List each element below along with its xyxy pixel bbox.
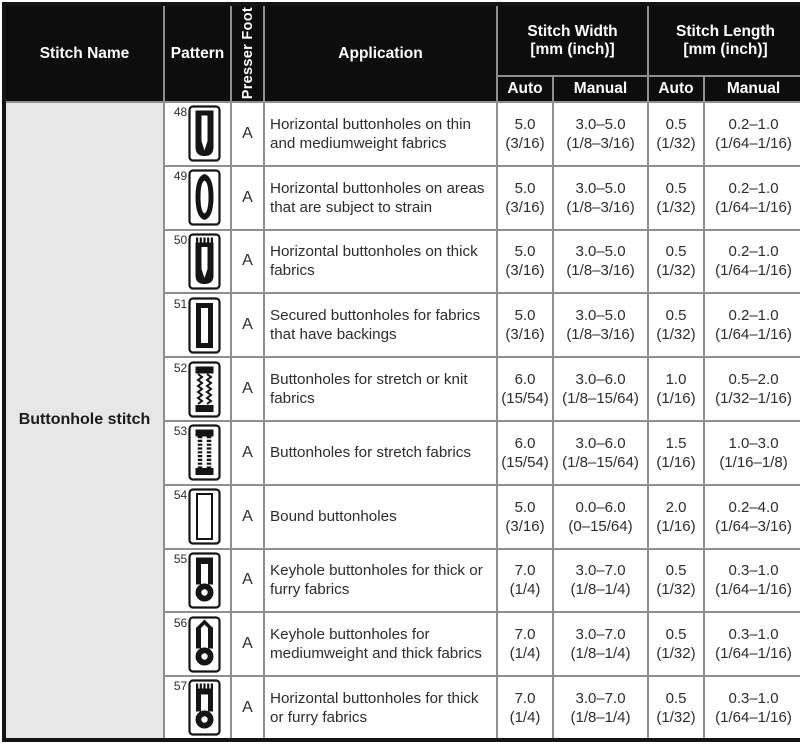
table-row (4, 102, 800, 166)
buttonhole-horizontal-icon (188, 105, 221, 162)
buttonhole-stretch-zigzag-icon (188, 361, 221, 418)
presser-foot-value: A (231, 166, 264, 230)
stitch-length-title: Stitch Length (676, 22, 776, 40)
application-text: Horizontal buttonholes on thick fabrics (264, 230, 497, 294)
width-manual-inch: (1/8–15/64) (562, 390, 639, 408)
pattern-cell (164, 102, 231, 166)
length-manual-inch: (1/32–1/16) (715, 390, 792, 408)
pattern-wrap (165, 361, 230, 418)
width-auto-cell (497, 612, 553, 676)
width-auto-mm: 5.0 (514, 179, 536, 197)
width-auto-cell (497, 357, 553, 421)
header-width-manual: Manual (553, 76, 648, 102)
width-auto-cell (497, 293, 553, 357)
width-auto-inch: (15/54) (501, 390, 549, 408)
header-row-main (4, 4, 800, 76)
length-manual-inch: (1/64–1/16) (715, 326, 792, 344)
length-manual-inch: (1/64–1/16) (715, 262, 792, 280)
width-auto-inch: (3/16) (505, 134, 545, 152)
pattern-wrap (165, 233, 230, 290)
pattern-wrap (165, 552, 230, 609)
buttonhole-secured-icon (188, 297, 221, 354)
width-manual-cell (553, 166, 648, 230)
pattern-wrap (165, 616, 230, 673)
header-width-auto: Auto (497, 76, 553, 102)
width-manual-mm: 3.0–5.0 (575, 115, 626, 133)
length-manual-mm: 0.2–1.0 (728, 243, 779, 261)
length-auto-inch: (1/32) (656, 708, 696, 726)
width-manual-cell (553, 485, 648, 549)
presser-foot-value: A (231, 357, 264, 421)
pattern-number: 49 (173, 169, 188, 184)
pattern-number: 48 (173, 105, 188, 120)
buttonhole-serrated-icon (188, 233, 221, 290)
length-auto-mm: 0.5 (665, 307, 687, 325)
length-manual-mm: 0.2–4.0 (728, 498, 779, 516)
pattern-cell (164, 549, 231, 613)
length-auto-cell (648, 166, 704, 230)
stitch-table (2, 2, 800, 742)
pattern-wrap (165, 105, 230, 162)
length-auto-cell (648, 549, 704, 613)
buttonhole-keyhole-serrated-icon (188, 679, 221, 736)
application-text: Buttonholes for stretch fabrics (264, 421, 497, 485)
length-auto-inch: (1/32) (656, 326, 696, 344)
length-auto-cell (648, 293, 704, 357)
length-auto-inch: (1/16) (656, 453, 696, 471)
width-auto-cell (497, 102, 553, 166)
buttonhole-round-end-icon (188, 169, 221, 226)
pattern-cell (164, 166, 231, 230)
width-auto-mm: 6.0 (514, 371, 536, 389)
presser-foot-value: A (231, 549, 264, 613)
width-auto-cell (497, 676, 553, 740)
width-manual-mm: 3.0–5.0 (575, 307, 626, 325)
length-auto-inch: (1/32) (656, 198, 696, 216)
buttonhole-stretch-icon (188, 424, 221, 481)
length-auto-mm: 1.5 (665, 434, 687, 452)
length-manual-mm: 1.0–3.0 (728, 434, 779, 452)
length-manual-cell (704, 549, 800, 613)
width-manual-cell (553, 676, 648, 740)
presser-foot-value: A (231, 230, 264, 294)
pattern-number: 57 (173, 679, 188, 694)
presser-foot-value: A (231, 676, 264, 740)
pattern-cell (164, 485, 231, 549)
application-text: Bound buttonholes (264, 485, 497, 549)
pattern-wrap (165, 297, 230, 354)
pattern-cell (164, 357, 231, 421)
application-text: Horizontal buttonholes on areas that are subject to strain (264, 166, 497, 230)
presser-foot-value: A (231, 293, 264, 357)
width-auto-cell (497, 421, 553, 485)
width-manual-cell (553, 230, 648, 294)
width-auto-mm: 5.0 (514, 115, 536, 133)
pattern-cell (164, 230, 231, 294)
length-auto-cell (648, 357, 704, 421)
pattern-cell (164, 421, 231, 485)
length-auto-mm: 0.5 (665, 115, 687, 133)
width-auto-mm: 7.0 (514, 626, 536, 644)
length-manual-cell (704, 230, 800, 294)
length-manual-mm: 0.5–2.0 (728, 371, 779, 389)
pattern-number: 50 (173, 232, 188, 247)
length-manual-mm: 0.3–1.0 (728, 626, 779, 644)
presser-foot-value: A (231, 421, 264, 485)
width-auto-inch: (3/16) (505, 198, 545, 216)
length-auto-inch: (1/16) (656, 390, 696, 408)
pattern-number: 52 (173, 360, 188, 375)
header-presser-foot (231, 4, 264, 102)
width-manual-inch: (1/8–3/16) (566, 262, 635, 280)
width-auto-mm: 5.0 (514, 243, 536, 261)
width-manual-mm: 3.0–5.0 (575, 243, 626, 261)
width-manual-inch: (1/8–1/4) (570, 645, 631, 663)
length-manual-mm: 0.2–1.0 (728, 115, 779, 133)
application-text: Keyhole buttonholes for thick or furry fabrics (264, 549, 497, 613)
pattern-number: 53 (173, 424, 188, 439)
width-manual-cell (553, 102, 648, 166)
width-auto-inch: (3/16) (505, 517, 545, 535)
length-manual-cell (704, 485, 800, 549)
length-manual-mm: 0.2–1.0 (728, 179, 779, 197)
application-text: Keyhole buttonholes for mediumweight and thick fabrics (264, 612, 497, 676)
header-length-auto: Auto (648, 76, 704, 102)
width-manual-inch: (1/8–3/16) (566, 326, 635, 344)
header-length-manual: Manual (704, 76, 800, 102)
length-auto-inch: (1/32) (656, 134, 696, 152)
length-auto-cell (648, 612, 704, 676)
width-manual-mm: 3.0–7.0 (575, 562, 626, 580)
width-manual-cell (553, 357, 648, 421)
pattern-wrap (165, 679, 230, 736)
header-pattern: Pattern (164, 4, 231, 102)
width-manual-inch: (0–15/64) (568, 517, 633, 535)
width-auto-mm: 7.0 (514, 689, 536, 707)
length-auto-mm: 1.0 (665, 371, 687, 389)
width-auto-mm: 6.0 (514, 434, 536, 452)
width-manual-mm: 3.0–6.0 (575, 434, 626, 452)
stitch-length-unit: [mm (inch)] (683, 40, 768, 58)
pattern-wrap (165, 169, 230, 226)
buttonhole-keyhole-pointed-icon (188, 616, 221, 673)
pattern-cell (164, 293, 231, 357)
length-auto-mm: 0.5 (665, 689, 687, 707)
width-auto-mm: 7.0 (514, 562, 536, 580)
length-auto-cell (648, 676, 704, 740)
length-auto-mm: 0.5 (665, 243, 687, 261)
length-manual-inch: (1/64–1/16) (715, 134, 792, 152)
length-auto-inch: (1/32) (656, 645, 696, 663)
width-manual-cell (553, 421, 648, 485)
presser-foot-value: A (231, 485, 264, 549)
pattern-wrap (165, 424, 230, 481)
presser-foot-value: A (231, 612, 264, 676)
length-auto-inch: (1/32) (656, 581, 696, 599)
pattern-cell (164, 612, 231, 676)
width-manual-inch: (1/8–1/4) (570, 708, 631, 726)
width-manual-cell (553, 549, 648, 613)
width-auto-mm: 5.0 (514, 498, 536, 516)
application-text: Horizontal buttonholes for thick or furry fabrics (264, 676, 497, 740)
length-manual-cell (704, 676, 800, 740)
pattern-number: 56 (173, 615, 188, 630)
width-manual-inch: (1/8–15/64) (562, 453, 639, 471)
length-auto-cell (648, 230, 704, 294)
length-auto-cell (648, 421, 704, 485)
presser-foot-value: A (231, 102, 264, 166)
length-manual-cell (704, 612, 800, 676)
width-auto-inch: (1/4) (509, 581, 541, 599)
application-text: Buttonholes for stretch or knit fabrics (264, 357, 497, 421)
width-auto-inch: (1/4) (509, 645, 541, 663)
pattern-number: 54 (173, 488, 188, 503)
pattern-number: 51 (173, 296, 188, 311)
width-manual-inch: (1/8–1/4) (570, 581, 631, 599)
length-auto-inch: (1/16) (656, 517, 696, 535)
length-manual-inch: (1/64–1/16) (715, 581, 792, 599)
length-manual-cell (704, 102, 800, 166)
stitch-name-cell: Buttonhole stitch (4, 102, 164, 740)
length-manual-cell (704, 293, 800, 357)
width-manual-mm: 3.0–6.0 (575, 371, 626, 389)
width-manual-inch: (1/8–3/16) (566, 198, 635, 216)
application-text: Horizontal buttonholes on thin and mediumweight fabrics (264, 102, 497, 166)
width-auto-mm: 5.0 (514, 307, 536, 325)
width-auto-inch: (3/16) (505, 326, 545, 344)
length-manual-inch: (1/64–1/16) (715, 645, 792, 663)
width-auto-cell (497, 549, 553, 613)
width-manual-mm: 3.0–7.0 (575, 689, 626, 707)
length-auto-cell (648, 485, 704, 549)
length-manual-mm: 0.3–1.0 (728, 689, 779, 707)
width-auto-inch: (3/16) (505, 262, 545, 280)
width-manual-mm: 0.0–6.0 (575, 498, 626, 516)
length-manual-cell (704, 421, 800, 485)
length-manual-mm: 0.3–1.0 (728, 562, 779, 580)
width-manual-mm: 3.0–5.0 (575, 179, 626, 197)
width-manual-mm: 3.0–7.0 (575, 626, 626, 644)
width-auto-cell (497, 166, 553, 230)
pattern-number: 55 (173, 551, 188, 566)
width-manual-cell (553, 612, 648, 676)
length-manual-inch: (1/16–1/8) (719, 453, 788, 471)
width-auto-cell (497, 230, 553, 294)
length-manual-mm: 0.2–1.0 (728, 307, 779, 325)
length-manual-inch: (1/64–1/16) (715, 198, 792, 216)
header-stitch-length (648, 4, 800, 76)
length-manual-cell (704, 357, 800, 421)
length-auto-cell (648, 102, 704, 166)
length-auto-inch: (1/32) (656, 262, 696, 280)
application-text: Secured buttonholes for fabrics that have backings (264, 293, 497, 357)
width-auto-inch: (15/54) (501, 453, 549, 471)
width-auto-cell (497, 485, 553, 549)
table-body (4, 102, 800, 740)
header-stitch-name: Stitch Name (4, 4, 164, 102)
presser-foot-vertical-label: Presser Foot (239, 7, 256, 100)
length-manual-inch: (1/64–3/16) (715, 517, 792, 535)
length-manual-cell (704, 166, 800, 230)
header-stitch-width (497, 4, 648, 76)
pattern-cell (164, 676, 231, 740)
header-application: Application (264, 4, 497, 102)
length-auto-mm: 2.0 (665, 498, 687, 516)
width-manual-inch: (1/8–3/16) (566, 134, 635, 152)
width-auto-inch: (1/4) (509, 708, 541, 726)
length-auto-mm: 0.5 (665, 562, 687, 580)
buttonhole-bound-icon (188, 488, 221, 545)
width-manual-cell (553, 293, 648, 357)
length-auto-mm: 0.5 (665, 179, 687, 197)
stitch-width-unit: [mm (inch)] (530, 40, 615, 58)
pattern-wrap (165, 488, 230, 545)
manual-page (0, 2, 800, 752)
length-auto-mm: 0.5 (665, 626, 687, 644)
buttonhole-keyhole-icon (188, 552, 221, 609)
length-manual-inch: (1/64–1/16) (715, 708, 792, 726)
stitch-width-title: Stitch Width (527, 22, 618, 40)
